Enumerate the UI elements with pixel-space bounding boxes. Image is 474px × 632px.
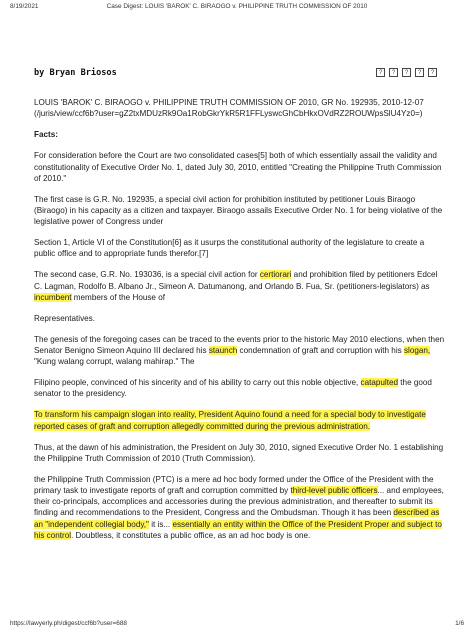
- paragraph-section-1: Section 1, Article VI of the Constitution[6] as it usurps the constitutional authority of the legislature to create a public office and to appropriate funds therefor.[7]: [34, 238, 425, 259]
- highlight: third-level public officers: [290, 486, 378, 496]
- print-date: 8/19/2021: [10, 3, 39, 10]
- highlight: certiorari: [259, 270, 292, 280]
- facts-heading: Facts:: [34, 130, 58, 140]
- paragraph-campaign-slogan: [34, 409, 446, 431]
- highlight: incumbent: [34, 292, 72, 302]
- case-citation: LOUIS 'BAROK' C. BIRAOGO v. PHILIPPINE TRUTH COMMISSION OF 2010, GR No. 192935, 2010-12-07 (/juris/view/ccf6b?user=gZ2txMDUzRk9Oa1RobGkrYkR5R1FFLyswcGhCbHkxOVdRZ2ROUWpsSlU4Yz0=): [34, 98, 424, 119]
- paragraph-representatives: Representatives.: [34, 313, 95, 323]
- paragraph-filipino-people: Filipino people, convinced of his sincerity and of his ability to carry out this noble objective, catapulted the good senator to the presidency.: [34, 378, 432, 399]
- missing-glyph-icon[interactable]: ?: [402, 68, 411, 77]
- paragraph-second-case: The second case, G.R. No. 193036, is a special civil action for certiorari and prohibition filed by petitioners Edcel C. Lagman, Rodolfo B. Albano Jr., Simeon A. Datumanong, and Orlando B. Fua, Sr. (petitioners-legislators) as incumbent members of the House of: [34, 270, 438, 302]
- print-title: Case Digest: LOUIS 'BAROK' C. BIRAOGO v. PHILIPPINE TRUTH COMMISSION OF 2010: [106, 3, 368, 10]
- print-header: [0, 3, 474, 13]
- page-number: 1/6: [455, 620, 464, 627]
- highlight: staunch: [208, 346, 238, 356]
- highlight: essentially an entity within the Office of the President Proper and subject to his control: [34, 519, 442, 540]
- missing-glyph-icon[interactable]: ?: [376, 68, 385, 77]
- paragraph-executive-order: Thus, at the dawn of his administration, the President on July 30, 2010, signed Executive Order No. 1 establishing the Philippine Truth Commission of 2010 (Truth Commission).: [34, 442, 444, 463]
- highlight: described as an "independent collegial body,": [34, 508, 440, 529]
- paragraph-consolidated-cases: For consideration before the Court are two consolidated cases[5] both of which essentially assail the validity and constitutionality of Executive Order No. 1, dated July 30, 2010, entitled "Creating the Philippine Truth Commission of 2010.": [34, 151, 442, 183]
- highlight: catapulted: [360, 378, 399, 388]
- paragraph-genesis: The genesis of the foregoing cases can be traced to the events prior to the historic May 2010 elections, when then Senator Benigno Simeon Aquino III declared his staunch condemnation of graft and corruption with his slogan, "Kung walang corrupt, walang mahirap." The: [34, 334, 445, 367]
- missing-glyph-icon[interactable]: ?: [415, 68, 424, 77]
- print-url: https://lawyerly.ph/digest/ccf6b?user=688: [10, 620, 127, 627]
- share-icons: [376, 68, 437, 77]
- highlight: To transform his campaign slogan into reality, President Aquino found a need for a special body to investigate reported cases of graft and corruption allegedly committed during the previous administration.: [34, 410, 426, 431]
- highlight: slogan,: [403, 346, 431, 356]
- paragraph-first-case: The first case is G.R. No. 192935, a special civil action for prohibition instituted by petitioner Louis Biraogo (Biraogo) in his capacity as a citizen and taxpayer. Biraogo assails Executive Order No. 1 for being violative of the legislative power of Congress under: [34, 194, 443, 227]
- missing-glyph-icon[interactable]: ?: [389, 68, 398, 77]
- author-byline: by Bryan Briosos: [34, 68, 117, 78]
- case-digest-body: [34, 97, 446, 551]
- paragraph-ptc: the Philippine Truth Commission (PTC) is a mere ad hoc body formed under the Office of the President with the primary task to investigate reports of graft and corruption committed by third-level public officers... and employees, their co-principals, accomplices and accessories during the previous administration, and thereafter to submit its finding and recommendations to the President, Congress and the Ombudsman. Though it has been described as an "independent collegial body," it is... essentially an entity within the Office of the President Proper and subject to his control. Doubtless, it constitutes a public office, as an ad hoc body is one.: [34, 474, 444, 540]
- missing-glyph-icon[interactable]: ?: [428, 68, 437, 77]
- print-footer: [0, 620, 474, 630]
